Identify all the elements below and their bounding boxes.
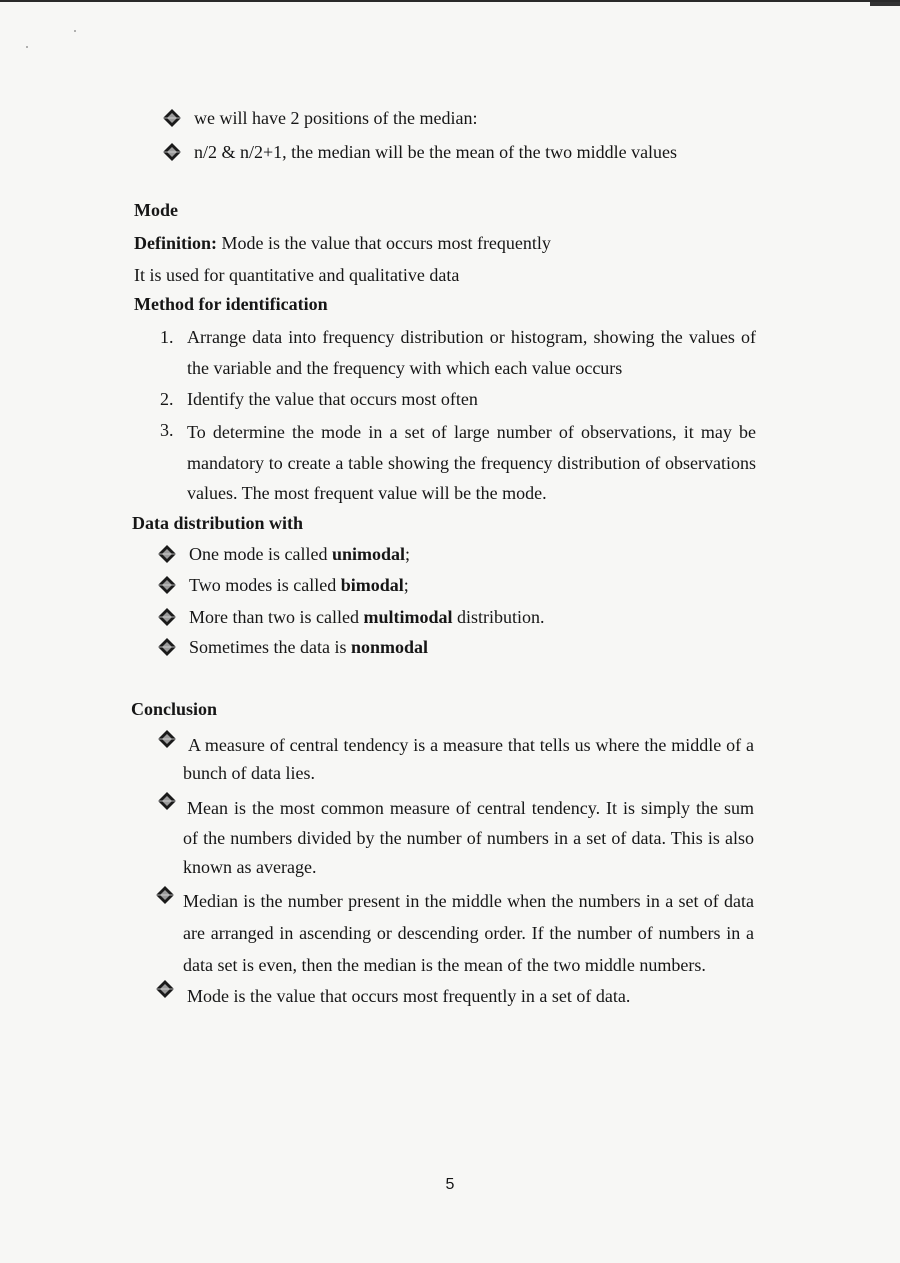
conclusion-line: Mean is the most common measure of central tendency. It is simply the sum <box>187 798 754 818</box>
step-number: 3. <box>160 420 174 440</box>
intro-bullet <box>162 107 477 129</box>
diamond-bullet-icon <box>155 885 175 905</box>
definition-text: Mode is the value that occurs most frequently <box>217 233 551 253</box>
conclusion-line: are arranged in ascending or descending order. If the number of numbers in a <box>183 923 754 943</box>
scan-edge <box>0 0 900 2</box>
step-line: the variable and the frequency with which each value occurs <box>187 358 623 378</box>
diamond-bullet-icon <box>162 142 182 162</box>
mode-definition <box>134 232 551 254</box>
diamond-bullet-icon <box>155 979 175 999</box>
conclusion-line: Mode is the value that occurs most frequently in a set of data. <box>187 986 631 1006</box>
conclusion-line: Median is the number present in the middle when the numbers in a set of data <box>183 891 754 911</box>
step-line: To determine the mode in a set of large number of observations, it may be <box>187 422 756 442</box>
step-line: Arrange data into frequency distribution or histogram, showing the values of <box>187 327 756 347</box>
distribution-item: One mode is called unimodal; <box>157 543 410 565</box>
conclusion-line: known as average. <box>183 857 317 877</box>
intro-bullet-text: n/2 & n/2+1, the median will be the mean of the two middle values <box>194 142 678 162</box>
conclusion-line: data set is even, then the median is the mean of the two middle numbers. <box>183 955 706 975</box>
distribution-item: More than two is called multimodal distribution. <box>157 606 545 628</box>
step-line: mandatory to create a table showing the frequency distribution of observations <box>187 453 756 473</box>
definition-label: Definition: <box>134 233 217 253</box>
modality-term: bimodal <box>340 575 404 595</box>
diamond-bullet-icon <box>157 729 177 749</box>
page-number: 5 <box>445 1176 455 1193</box>
diamond-bullet-icon <box>157 791 177 811</box>
diamond-bullet-icon <box>157 575 177 595</box>
conclusion-line: A measure of central tendency is a measure that tells us where the middle of a <box>188 735 754 755</box>
step-line: Identify the value that occurs most often <box>187 389 478 409</box>
modality-term: unimodal <box>331 544 405 564</box>
scan-speck <box>74 30 76 32</box>
step-number: 1. <box>160 327 174 347</box>
distribution-item: Two modes is called bimodal; <box>157 574 409 596</box>
step-number: 2. <box>160 389 174 409</box>
scan-edge-mark <box>870 2 900 6</box>
modality-term: multimodal <box>363 607 453 627</box>
mode-usage: It is used for quantitative and qualitative data <box>134 265 460 285</box>
diamond-bullet-icon <box>157 607 177 627</box>
scan-speck <box>26 46 28 48</box>
conclusion-line: of the numbers divided by the number of numbers in a set of data. This is also <box>183 828 754 848</box>
conclusion-heading: Conclusion <box>131 699 218 719</box>
intro-bullet <box>162 141 677 163</box>
distribution-item: Sometimes the data is nonmodal <box>157 636 428 658</box>
conclusion-line: bunch of data lies. <box>183 763 315 783</box>
diamond-bullet-icon <box>157 637 177 657</box>
step-line: values. The most frequent value will be the mode. <box>187 483 547 503</box>
intro-bullet-text: we will have 2 positions of the median: <box>194 108 478 128</box>
diamond-bullet-icon <box>162 108 182 128</box>
modality-term: nonmodal <box>350 637 429 657</box>
mode-heading: Mode <box>134 200 178 220</box>
distribution-heading: Data distribution with <box>132 513 304 533</box>
method-heading: Method for identification <box>134 294 328 314</box>
diamond-bullet-icon <box>157 544 177 564</box>
